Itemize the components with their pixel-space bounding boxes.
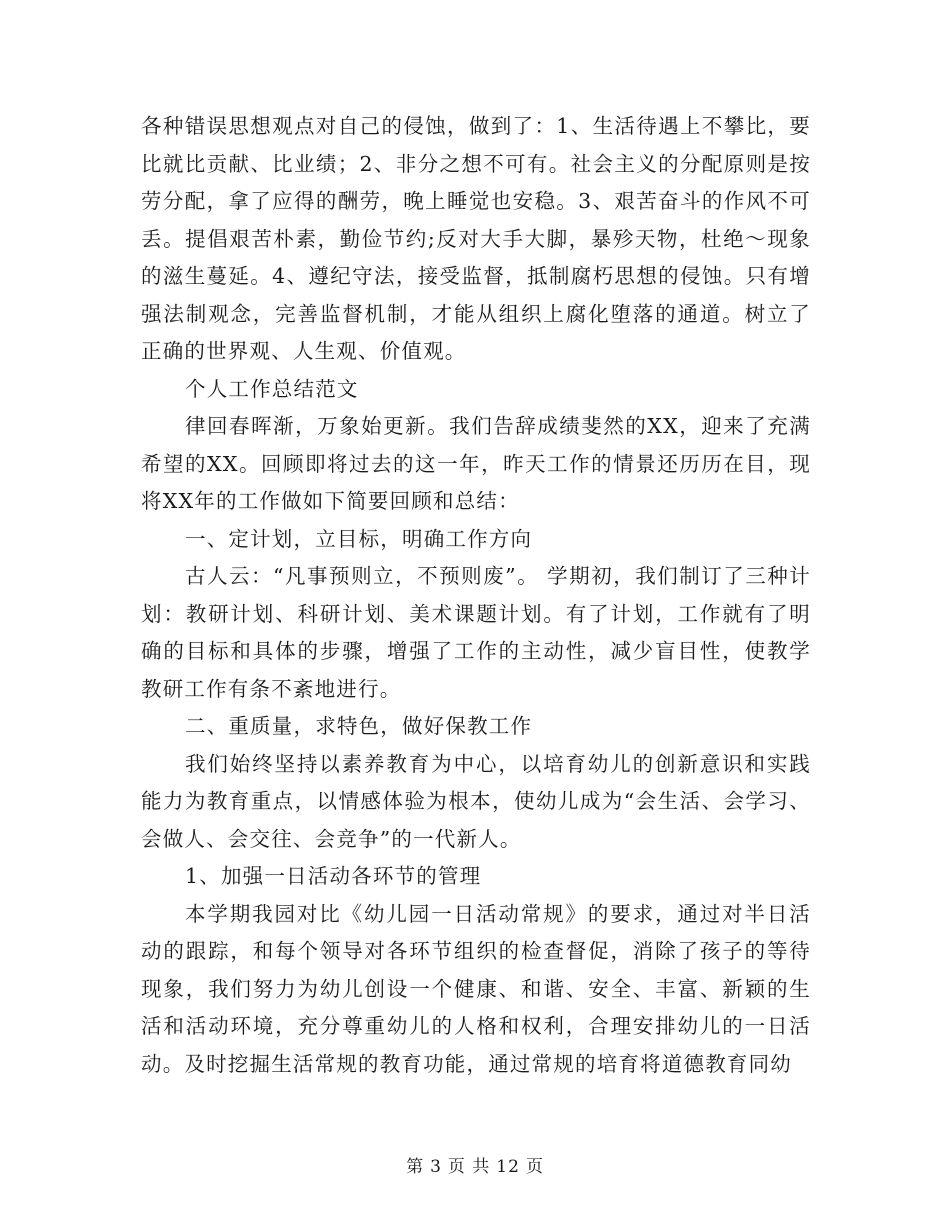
footer-middle: 页 共 bbox=[447, 1157, 491, 1177]
heading-1: 一、定计划，立目标，明确工作方向 bbox=[185, 526, 533, 551]
paragraph-1: 各种错误思想观点对自己的侵蚀，做到了：1、生活待遇上不攀比，要比就比贡献、比业绩；2、非分之想不可有。社会主义的分配原则是按劳分配，拿了应得的酬劳，晚上睡觉也安稳。3、艰苦奋斗的作风不可丢。提倡艰苦朴素，勤俭节约;反对大手大脚，暴殄天物，杜绝～现象的滋生蔓延。4、遵纪守法，接受监督，抵制腐朽思想的侵蚀。只有增强法制观念，完善监督机制，才能从组织上腐化堕落的通道。树立了正确的世界观、人生观、价值观。 bbox=[141, 114, 811, 363]
footer-prefix: 第 bbox=[406, 1157, 425, 1177]
paragraph-plans: 古人云：“凡事预则立，不预则废”。 学期初，我们制订了三种计划：教研计划、科研计划、美术课题计划。有了计划，工作就有了明确的目标和具体的步骤，增强了工作的主动性，减少盲目性，使教学教研工作有条不紊地进行。 bbox=[141, 564, 811, 701]
section-title: 个人工作总结范文 bbox=[185, 376, 359, 401]
subheading-1: 1、加强一日活动各环节的管理 bbox=[185, 864, 482, 888]
paragraph-management: 本学期我园对比《幼儿园一日活动常规》的要求，通过对半日活动的跟踪，和每个领导对各环节组织的检查督促，消除了孩子的等待现象，我们努力为幼儿创设一个健康、和谐、安全、丰富、新颖的生活和活动环境，充分尊重幼儿的人格和权利，合理安排幼儿的一日活动。及时挖掘生活常规的教育功能，通过常规的培育将道德教育同幼 bbox=[141, 901, 811, 1076]
footer-suffix: 页 bbox=[525, 1157, 544, 1177]
document-body bbox=[141, 108, 811, 1083]
heading-2: 二、重质量，求特色，做好保教工作 bbox=[185, 714, 533, 738]
current-page-number: 3 bbox=[430, 1157, 442, 1177]
page-footer bbox=[0, 1152, 950, 1177]
total-page-count: 12 bbox=[496, 1157, 520, 1177]
paragraph-intro: 律回春晖渐，万象始更新。我们告辞成绩斐然的XX，迎来了充满希望的XX。回顾即将过去的这一年，昨天工作的情景还历历在目，现将XX年的工作做如下简要回顾和总结： bbox=[141, 414, 811, 513]
paragraph-education: 我们始终坚持以素养教育为中心，以培育幼儿的创新意识和实践能力为教育重点，以情感体验为根本，使幼儿成为“会生活、会学习、会做人、会交往、会竞争”的一代新人。 bbox=[141, 751, 811, 851]
